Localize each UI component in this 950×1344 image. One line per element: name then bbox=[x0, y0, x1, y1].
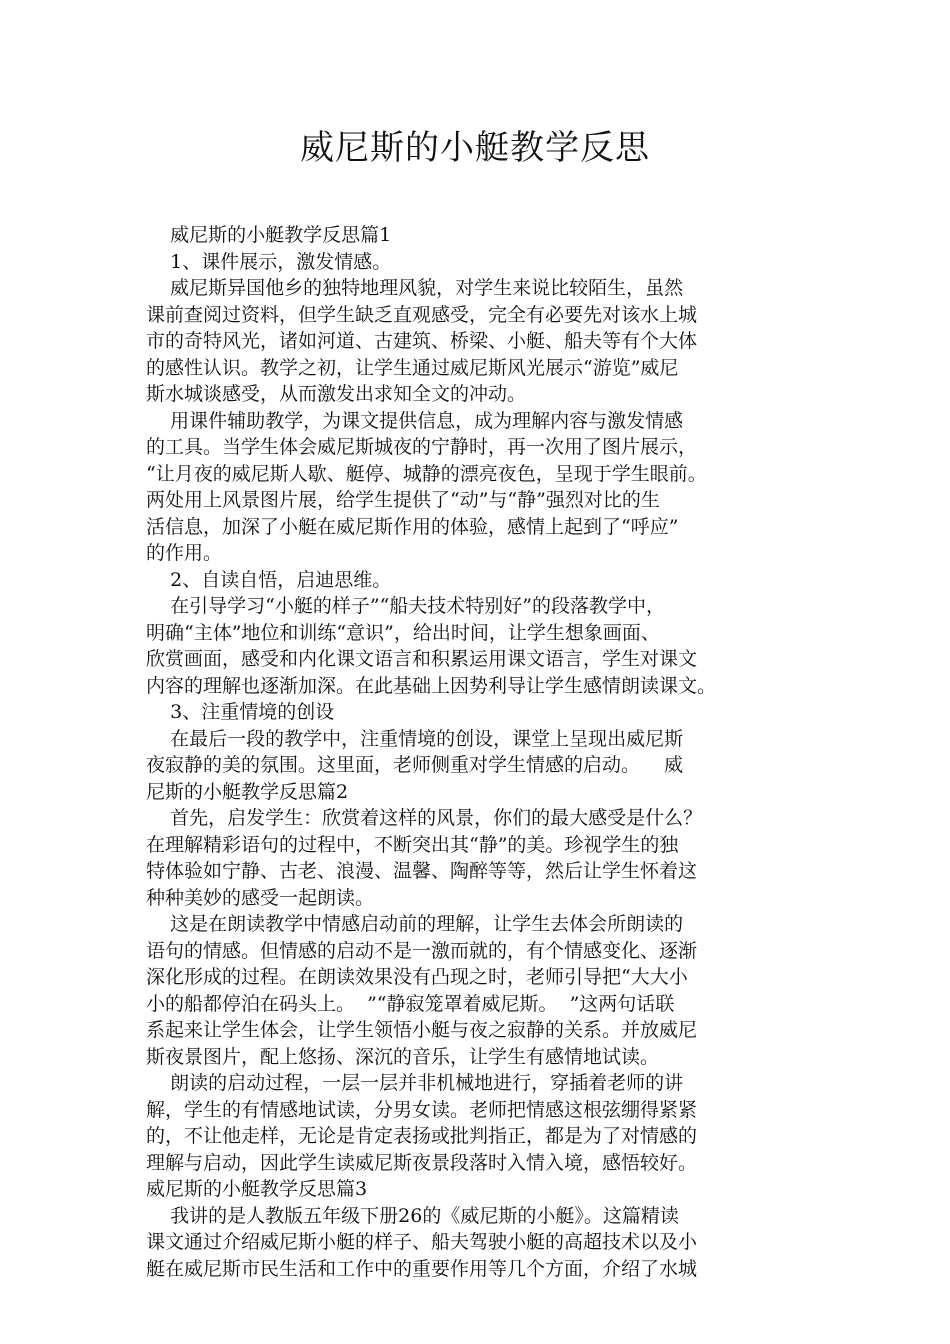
text-line: 活信息，加深了小艇在威尼斯作用的体验，感情上起到了“呼应” bbox=[146, 515, 679, 538]
text-line: 斯夜景图片，配上悠扬、深沉的音乐，让学生有感情地试读。 bbox=[146, 1045, 660, 1068]
text-line: 理解与启动，因此学生读威尼斯夜景段落时入情入境，感悟较好。 bbox=[146, 1151, 698, 1174]
text-line: 深化形成的过程。在朗读效果没有凸现之时，老师引导把“大大小 bbox=[146, 966, 688, 988]
text-line: 在引导学习“小艇的样子”“船夫技术特别好”的段落教学中， bbox=[146, 595, 666, 617]
text-line: 斯水城谈感受，从而激发出求知全文的冲动。 bbox=[146, 383, 527, 405]
text-line: 特体验如宁静、古老、浪漫、温馨、陶醉等等，然后让学生怀着这 bbox=[146, 860, 698, 882]
text-line: 我讲的是人教版五年级下册26的《威尼斯的小艇》。这篇精读 bbox=[146, 1204, 679, 1227]
text-line: 艇在威尼斯市民生活和工作中的重要作用等几个方面，介绍了水城 bbox=[146, 1257, 698, 1280]
text-line: 夜寂静的美的氛围。这里面，老师侧重对学生情感的启动。 威 bbox=[146, 754, 684, 776]
text-line: 市的奇特风光，诸如河道、古建筑、桥梁、小艇、船夫等有个大体 bbox=[146, 330, 698, 352]
text-line: 在最后一段的教学中，注重情境的创设，课堂上呈现出威尼斯 bbox=[146, 727, 684, 750]
text-line: 明确“主体”地位和训练“意识”，给出时间，让学生想象画面、 bbox=[146, 621, 660, 644]
text-line: 用课件辅助教学，为课文提供信息，成为理解内容与激发情感 bbox=[146, 409, 684, 432]
text-line: 两处用上风景图片展，给学生提供了“动”与“静”强烈对比的生 bbox=[146, 489, 660, 511]
text-line: 系起来让学生体会，让学生领悟小艇与夜之寂静的关系。并放威尼 bbox=[146, 1019, 698, 1041]
text-line: 种种美妙的感受一起朗读。 bbox=[146, 886, 375, 909]
text-line: 威尼斯的小艇教学反思篇3 bbox=[146, 1178, 368, 1200]
text-line: 小的船都停泊在码头上。 ”“静寂笼罩着威尼斯。 ”这两句话联 bbox=[146, 992, 675, 1015]
text-line: 的工具。当学生体会威尼斯城夜的宁静时，再一次用了图片展示， bbox=[146, 436, 698, 458]
text-line: 首先，启发学生：欣赏着这样的风景，你们的最大感受是什么？ bbox=[146, 807, 703, 829]
text-line: 在理解精彩语句的过程中，不断突出其“静”的美。珍视学生的独 bbox=[146, 833, 679, 856]
text-line: 3、注重情境的创设 bbox=[146, 701, 335, 723]
text-line: 尼斯的小艇教学反思篇2 bbox=[146, 780, 349, 803]
text-line: 的感性认识。教学之初，让学生通过威尼斯风光展示“游览”威尼 bbox=[146, 356, 679, 379]
text-line: 的，不让他走样，无论是肯定表扬或批判指正，都是为了对情感的 bbox=[146, 1125, 698, 1147]
text-line: 课文通过介绍威尼斯小艇的样子、船夫驾驶小艇的高超技术以及小 bbox=[146, 1231, 698, 1253]
text-line: 欣赏画面，感受和内化课文语言和积累运用课文语言，学生对课文 bbox=[146, 648, 698, 670]
text-line: “让月夜的威尼斯人歇、艇停、城静的漂亮夜色，呈现于学生眼前。 bbox=[146, 462, 707, 485]
text-line: 2、自读自悟，启迪思维。 bbox=[146, 568, 392, 591]
document-body bbox=[146, 222, 808, 1282]
document-title: 威尼斯的小艇教学反思 bbox=[300, 128, 650, 168]
text-line: 课前查阅过资料，但学生缺乏直观感受，完全有必要先对该水上城 bbox=[146, 303, 698, 326]
text-line: 这是在朗读教学中情感启动前的理解，让学生去体会所朗读的 bbox=[146, 913, 684, 935]
text-line: 内容的理解也逐渐加深。在此基础上因势利导让学生感情朗读课文。 bbox=[146, 674, 717, 697]
text-line: 解，学生的有情感地试读，分男女读。老师把情感这根弦绷得紧紧 bbox=[146, 1098, 698, 1121]
text-line: 的作用。 bbox=[146, 542, 223, 564]
text-line: 威尼斯异国他乡的独特地理风貌，对学生来说比较陌生，虽然 bbox=[146, 277, 684, 299]
text-line: 威尼斯的小艇教学反思篇1 bbox=[146, 224, 392, 246]
text-line: 朗读的启动过程，一层一层并非机械地进行，穿插着老师的讲 bbox=[146, 1072, 684, 1094]
text-line: 语句的情感。但情感的启动不是一激而就的，有个情感变化、逐渐 bbox=[146, 939, 698, 962]
text-line: 1、课件展示，激发情感。 bbox=[146, 250, 392, 273]
